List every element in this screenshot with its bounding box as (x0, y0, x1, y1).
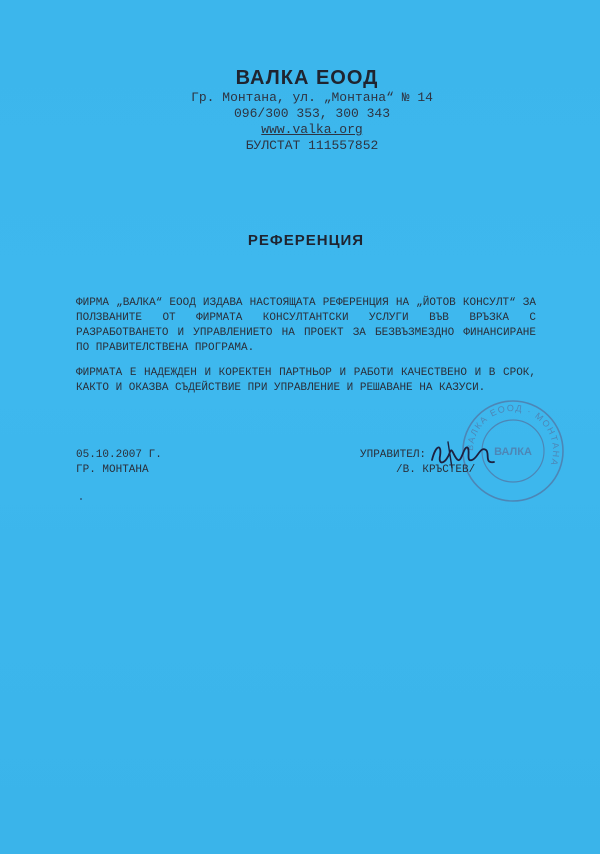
body-paragraph: ФИРМАТА Е НАДЕЖДЕН И КОРЕКТЕН ПАРТНЬОР И РАБОТИ КАЧЕСТВЕНО И В СРОК, КАКТО И ОКАЗВА СЪДЕЙСТВИЕ ПРИ УПРАВЛЕНИЕ И РЕШАВАНЕ НА КАЗУСИ. (76, 367, 536, 394)
stamp-center-text: ВАЛКА (494, 446, 532, 458)
company-bulstat: БУЛСТАТ 111557852 (245, 138, 379, 153)
company-website-link[interactable]: www.valka.org (261, 122, 363, 137)
company-phones: 096/300 353, 300 343 (233, 106, 391, 121)
stamp-ring-text: ВАЛКА ЕООД · МОНТАНА (464, 402, 562, 468)
scan-speck (80, 498, 82, 500)
body-paragraph: ФИРМА „ВАЛКА“ ЕООД ИЗДАВА НАСТОЯЩАТА РЕФЕРЕНЦИЯ НА „ЙОТОВ КОНСУЛТ“ ЗА ПОЛЗВАНИТЕ ОТ ФИРМАТА КОНСУЛТАНТСКИ УСЛУГИ ВЪВ ВРЪЗКА С РАЗРАБОТВАНЕТО И УПРАВЛЕНИЕТО НА ПРОЕКТ ЗА БЕЗВЪЗМЕЗДНО ФИНАНСИРАНЕ ПО ПРАВИТЕЛСТВЕНА ПРОГРАМА. (76, 297, 536, 354)
letterhead (0, 66, 600, 154)
document-date: 05.10.2007 Г. (76, 449, 162, 461)
signer-role: УПРАВИТЕЛ: (360, 449, 427, 461)
company-name: ВАЛКА ЕООД (235, 67, 379, 89)
date-place-block (76, 448, 162, 478)
signer-name: /В. КРЪСТЕВ/ (396, 464, 476, 476)
document-title: РЕФЕРЕНЦИЯ (247, 232, 365, 249)
document-city: ГР. МОНТАНА (76, 464, 149, 476)
company-address: Гр. Монтана, ул. „Монтана“ № 14 (191, 90, 433, 105)
signature-block (360, 448, 475, 478)
